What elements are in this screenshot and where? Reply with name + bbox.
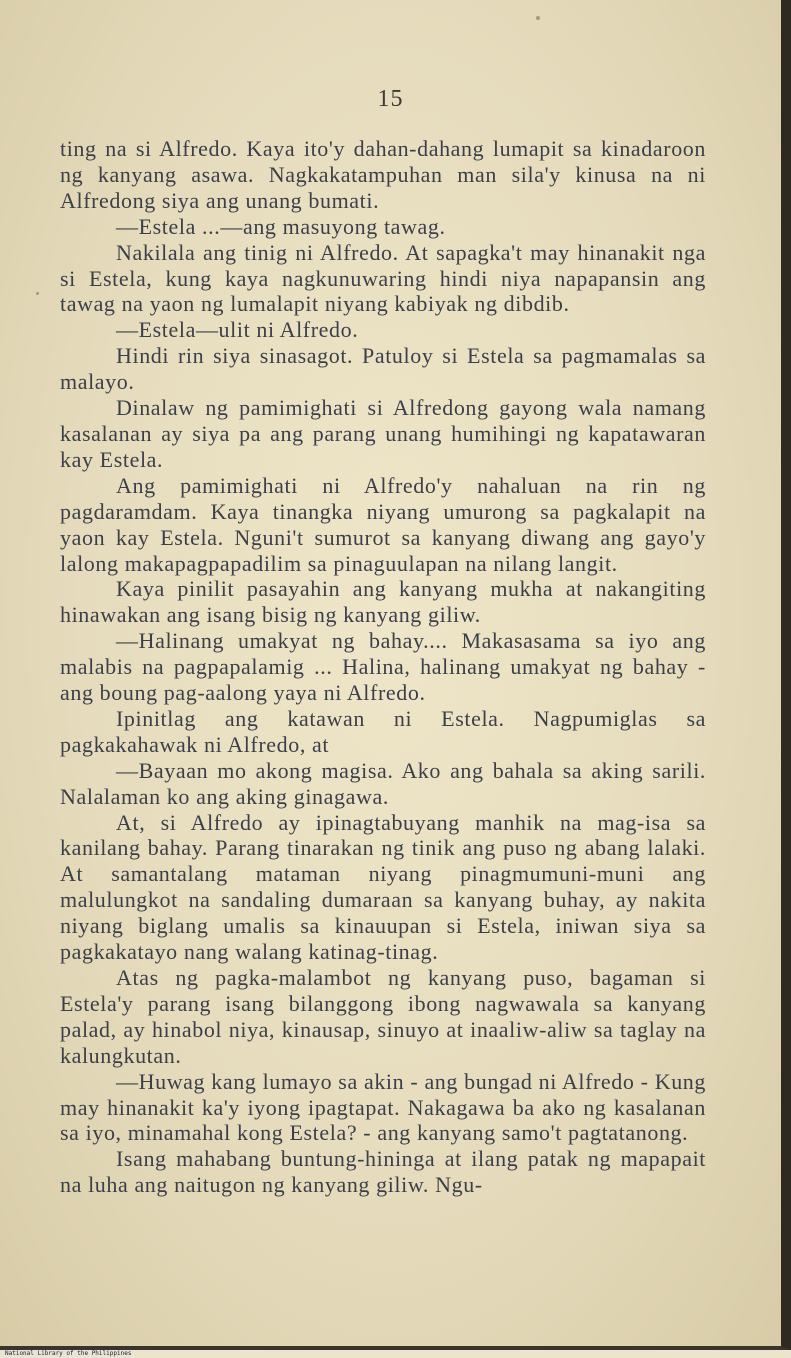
- paragraph: —Huwag kang lumayo sa akin - ang bungad ni Alfredo - Kung may hinanakit ka'y iyong ipagtapat. Nakagawa ba ako ng kasalanan sa iyo, minamahal kong Estela? - ang kanyang samo't pagtatanong.: [60, 1068, 706, 1146]
- paragraph: Nakilala ang tinig ni Alfredo. At sapagka't may hinanakit nga si Estela, kung kaya nagkunuwaring hindi niya napapansin ang tawag na yaon ng lumalapit niyang kabiyak ng dibdib.: [60, 239, 706, 317]
- paragraph: —Halinang umakyat ng bahay.... Makasasama sa iyo ang malabis na pagpapalamig ... Halina, halinang umakyat ng bahay -ang boung pag-aalong yaya ni Alfredo.: [60, 628, 706, 706]
- paragraph: Hindi rin siya sinasagot. Patuloy si Estela sa pagmamalas sa malayo.: [60, 343, 706, 395]
- paragraph: Dinalaw ng pamimighati si Alfredong gayong wala namang kasalanan ay siya pa ang parang unang humihingi ng kapatawaran kay Estela.: [60, 395, 706, 472]
- library-attribution: National Library of the Philippines: [2, 1350, 134, 1358]
- paragraph: Ipinitlag ang katawan ni Estela. Nagpumiglas sa pagkakahawak ni Alfredo, at: [60, 705, 706, 757]
- paper-speck: [536, 16, 540, 20]
- paragraph: —Estela—ulit ni Alfredo.: [116, 317, 359, 343]
- body-text: [60, 136, 706, 1198]
- paragraph: Atas ng pagka-malambot ng kanyang puso, bagaman si Estela'y parang isang bilanggong ibong nagwawala sa kanyang palad, ay hinabol niya, kinausap, sinuyo at inaaliw-aliw sa taglay na kalungkutan.: [60, 965, 706, 1068]
- paragraph: At, si Alfredo ay ipinagtabuyang manhik na mag-isa sa kanilang bahay. Parang tinarakan ng tinik ang puso ng abang lalaki. At samantalang mataman niyang pinagmumuni-muni ang malulungkot na sandaling dumaraan sa kanyang buhay, ay nakita niyang biglang umalis sa kinauupan si Estela, iniwan siya sa pagkakatayo nang walang katinag-tinag.: [60, 809, 706, 965]
- paragraph: —Bayaan mo akong magisa. Ako ang bahala sa aking sarili. Nalalaman ko ang aking ginagawa.: [60, 757, 706, 809]
- paragraph: Ang pamimighati ni Alfredo'y nahaluan na rin ng pagdaramdam. Kaya tinangka niyang umurong sa pagkalapit na yaon kay Estela. Nguni't sumurot sa kanyang diwang ang gayo'y lalong makapagpapadilim sa pinaguulapan na nilang langit.: [60, 472, 706, 576]
- paragraph: Kaya pinilit pasayahin ang kanyang mukha at nakangiting hinawakan ang isang bisig ng kanyang giliw.: [60, 576, 706, 628]
- paragraph: ting na si Alfredo. Kaya ito'y dahan-dahang lumapit sa kinadaroon ng kanyang asawa. Nagkakatampuhan man sila'y kinusa na ni Alfredong siya ang unang bumati.: [60, 136, 706, 213]
- page-number: 15: [377, 86, 404, 112]
- paragraph: Isang mahabang buntung-hininga at ilang patak ng mapapait na luha ang naitugon ng kanyang giliw. Ngu-: [60, 1146, 706, 1198]
- paper-speck: [36, 292, 39, 295]
- paragraph: —Estela ...—ang masuyong tawag.: [116, 213, 446, 239]
